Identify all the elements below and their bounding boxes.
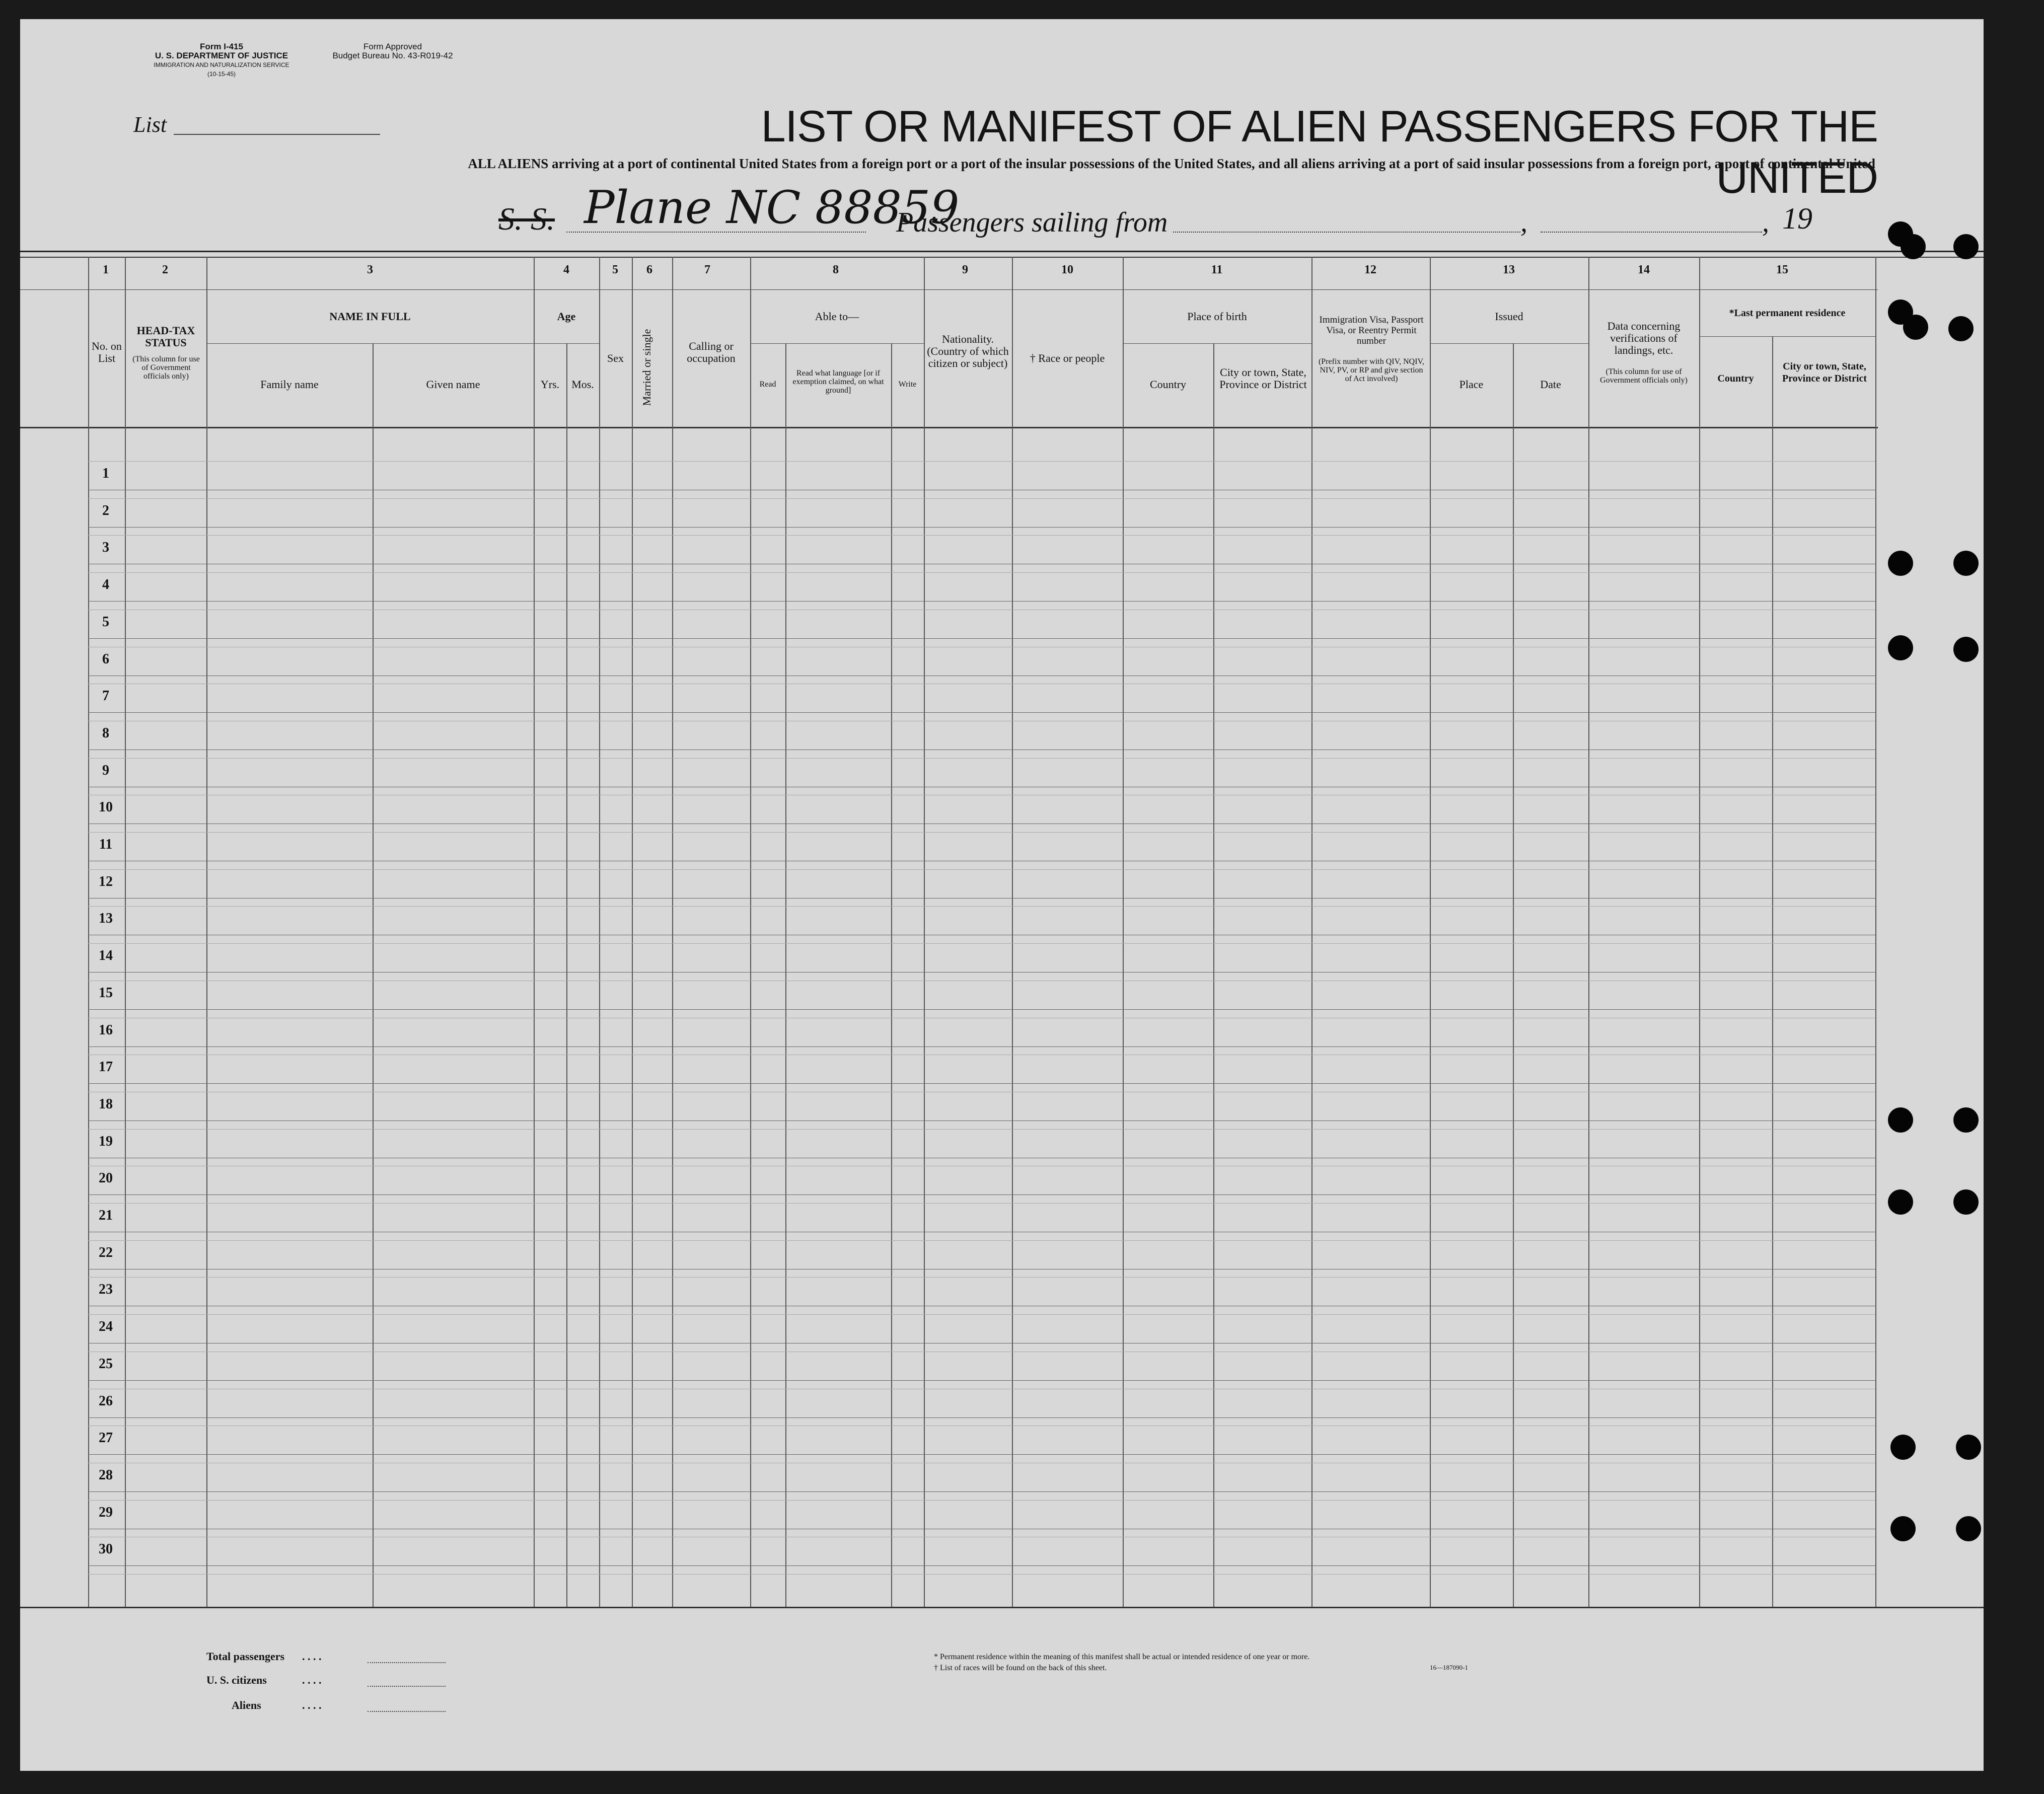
row-subrule [88, 1314, 1875, 1315]
row-number: 19 [99, 1134, 113, 1149]
header-mos: Mos. [571, 378, 594, 391]
header-residence-city: City or town, State, Province or District [1782, 361, 1867, 384]
punch-hole [1888, 635, 1913, 660]
row-subrule [88, 1240, 1875, 1241]
manifest-sheet [20, 19, 1984, 1771]
aliens-label: Aliens [232, 1699, 261, 1711]
row-number: 27 [99, 1430, 113, 1446]
punch-hole [1953, 637, 1979, 662]
row-number: 4 [102, 577, 109, 592]
department: U. S. DEPARTMENT OF JUSTICE [155, 51, 288, 60]
table-row[interactable] [88, 1194, 1875, 1195]
footnote-residence: * Permanent residence within the meaning of this manifest shall be actual or intended residence of one year or more. [934, 1653, 1310, 1661]
row-number: 7 [102, 688, 109, 704]
row-number: 24 [99, 1319, 113, 1334]
col-line [206, 257, 207, 1607]
form-id-block [106, 42, 337, 79]
header-read-language: Read what language [or if exemption claimed, on what ground] [792, 369, 884, 395]
col-number: 2 [162, 263, 168, 276]
col-line [924, 257, 925, 1607]
dot-leader: . . . . [302, 1650, 322, 1663]
row-number: 30 [99, 1541, 113, 1557]
form-number: Form I-415 [200, 42, 243, 51]
table-row[interactable] [88, 972, 1875, 973]
name-subrule [206, 343, 534, 344]
header-birth-country: Country [1149, 378, 1187, 391]
header-name-in-full: NAME IN FULL [329, 310, 411, 323]
col-line [1311, 257, 1312, 1607]
row-number: 17 [99, 1059, 113, 1075]
table-row[interactable] [88, 527, 1875, 528]
punch-hole [1956, 1516, 1981, 1541]
row-number: 12 [99, 874, 113, 889]
list-number-field[interactable] [174, 134, 380, 135]
header-bottom-rule [20, 427, 1878, 428]
header-data-concerning: Data concerning verifications of landings, etc. [1607, 320, 1681, 356]
header-given-name: Given name [426, 378, 480, 391]
aliens-field[interactable] [368, 1711, 446, 1712]
col-line [534, 257, 535, 1607]
list-label: List [133, 112, 167, 137]
table-row[interactable] [88, 1083, 1875, 1084]
row-subrule [88, 461, 1875, 462]
col-line [1588, 257, 1589, 1607]
header-married: Married or single [640, 329, 653, 406]
row-number: 16 [99, 1022, 113, 1038]
sailing-label: Passengers sailing from [896, 207, 1168, 238]
row-number: 20 [99, 1170, 113, 1186]
table-row[interactable] [88, 712, 1875, 713]
row-subrule [88, 869, 1875, 870]
header-data-note: (This column for use of Government officials only) [1600, 367, 1688, 385]
row-number: 22 [99, 1245, 113, 1260]
row-number: 25 [99, 1356, 113, 1372]
row-number: 3 [102, 540, 109, 555]
col-number: 9 [962, 263, 968, 276]
table-row[interactable] [88, 1380, 1875, 1381]
row-subrule [88, 1203, 1875, 1204]
table-top-rule [20, 251, 1984, 252]
table-row[interactable] [88, 898, 1875, 899]
col-number: 11 [1211, 263, 1223, 276]
row-number: 18 [99, 1096, 113, 1112]
vessel-handwritten: Plane NC 88859 [584, 181, 960, 234]
header-write: Write [898, 380, 917, 389]
total-passengers-field[interactable] [368, 1662, 446, 1663]
row-number: 9 [102, 763, 109, 778]
issued-subrule [1430, 343, 1588, 344]
punch-hole [1953, 551, 1979, 576]
col-number: 13 [1503, 263, 1515, 276]
comma-separator: , [1520, 207, 1527, 238]
col-line [672, 257, 673, 1607]
row-subrule [88, 1574, 1875, 1575]
header-age: Age [557, 310, 576, 323]
birth-subrule [1123, 343, 1311, 344]
row-number: 14 [99, 948, 113, 963]
header-issued-date: Date [1540, 378, 1561, 391]
header-no-on-list: No. on List [92, 340, 122, 364]
ss-label: S. S. [498, 201, 555, 237]
col-number: 5 [612, 263, 618, 276]
service: IMMIGRATION AND NATURALIZATION SERVICE [154, 61, 289, 68]
approved-label: Form Approved [363, 42, 422, 51]
header-visa: Immigration Visa, Passport Visa, or Reentry Permit number [1319, 315, 1424, 346]
row-number: 23 [99, 1282, 113, 1297]
punch-hole [1903, 315, 1928, 340]
budget-number: Budget Bureau No. 43-R019-42 [332, 51, 453, 60]
col-number: 7 [704, 263, 710, 276]
residence-subrule [1699, 336, 1875, 337]
header-last-residence: *Last permanent residence [1729, 308, 1846, 319]
col-line [1699, 257, 1700, 1607]
header-head-tax-note: (This column for use of Government officials only) [132, 355, 200, 381]
dot-leader: . . . . [302, 1674, 322, 1686]
row-number: 6 [102, 651, 109, 667]
footnote-races: † List of races will be found on the back of this sheet. [934, 1664, 1107, 1672]
punch-hole [1890, 1435, 1916, 1460]
col-line [750, 257, 751, 1607]
row-number: 10 [99, 799, 113, 815]
row-subrule [88, 1129, 1875, 1130]
row-subrule [88, 906, 1875, 907]
header-head-tax: HEAD-TAX STATUS [136, 324, 195, 349]
row-subrule [88, 832, 1875, 833]
col-line [1012, 257, 1013, 1607]
col-number: 8 [833, 263, 839, 276]
col-number: 15 [1776, 263, 1788, 276]
row-subrule [88, 535, 1875, 536]
col-line [1430, 257, 1431, 1607]
col-line [632, 257, 633, 1607]
header-able-to: Able to— [815, 310, 859, 323]
header-race: † Race or people [1030, 352, 1105, 364]
punch-hole [1890, 1516, 1916, 1541]
page-title: LIST OR MANIFEST OF ALIEN PASSENGERS FOR THE UNITED [761, 101, 1878, 202]
us-citizens-field[interactable] [368, 1686, 446, 1687]
col-number: 4 [563, 263, 569, 276]
header-visa-note: (Prefix number with QIV, NQIV, NIV, PV, or RP and give section of Act involved) [1318, 357, 1425, 383]
table-row[interactable] [88, 638, 1875, 639]
row-subrule [88, 1277, 1875, 1278]
row-number: 13 [99, 911, 113, 926]
row-number: 5 [102, 614, 109, 630]
header-issued-place: Place [1459, 378, 1484, 391]
table-row[interactable] [88, 1454, 1875, 1455]
punch-hole [1888, 1107, 1913, 1133]
dot-leader: . . . . [302, 1699, 322, 1711]
table-row[interactable] [88, 1046, 1875, 1047]
header-issued: Issued [1495, 310, 1523, 323]
table-row[interactable] [88, 1120, 1875, 1121]
row-number: 26 [99, 1393, 113, 1409]
header-sex: Sex [607, 352, 624, 364]
header-nationality: Nationality. (Country of which citizen or subject) [927, 333, 1009, 369]
form-date: (10-15-45) [207, 70, 236, 78]
print-code: 16—187090-1 [1430, 1664, 1468, 1671]
header-birth-city: City or town, State, Province or District [1219, 366, 1307, 391]
punch-hole [1948, 316, 1974, 341]
table-row[interactable] [88, 1417, 1875, 1418]
col-line [599, 257, 600, 1607]
row-number: 1 [102, 466, 109, 481]
punch-hole [1956, 1435, 1981, 1460]
approval-block [317, 42, 468, 60]
header-read: Read [759, 380, 776, 389]
punch-hole [1901, 234, 1926, 259]
header-yrs: Yrs. [540, 378, 560, 391]
punch-hole [1888, 1189, 1913, 1215]
row-subrule [88, 498, 1875, 499]
table-row[interactable] [88, 1491, 1875, 1492]
table-row[interactable] [88, 1009, 1875, 1010]
vessel-field-line[interactable] [566, 232, 866, 233]
sailing-date-field[interactable] [1541, 232, 1762, 233]
header-calling: Calling or occupation [687, 340, 736, 364]
col-number: 10 [1061, 263, 1073, 276]
col-number: 12 [1364, 263, 1376, 276]
sailing-port-field[interactable] [1173, 232, 1520, 233]
table-bottom-rule [20, 1607, 1984, 1608]
col-line [1875, 257, 1876, 1607]
row-number: 2 [102, 503, 109, 518]
col-number: 6 [646, 263, 652, 276]
col-number: 1 [103, 263, 109, 276]
row-number: 21 [99, 1208, 113, 1223]
col-number: 14 [1638, 263, 1650, 276]
able-subrule [750, 343, 924, 344]
row-number: 8 [102, 725, 109, 741]
row-subrule [88, 943, 1875, 944]
table-row[interactable] [88, 1565, 1875, 1566]
table-top-rule-2 [20, 257, 1984, 258]
row-number: 15 [99, 985, 113, 1001]
col-line [125, 257, 126, 1607]
row-number: 29 [99, 1505, 113, 1520]
punch-hole [1953, 1107, 1979, 1133]
row-subrule [88, 1500, 1875, 1501]
header-residence-country: Country [1717, 373, 1754, 384]
table-row[interactable] [88, 601, 1875, 602]
punch-hole [1953, 1189, 1979, 1215]
us-citizens-label: U. S. citizens [206, 1674, 267, 1686]
row-number: 11 [99, 837, 113, 852]
row-subrule [88, 572, 1875, 573]
header-place-of-birth: Place of birth [1187, 310, 1247, 323]
col-number: 3 [367, 263, 373, 276]
comma-separator: , [1762, 207, 1769, 238]
page-subtitle: ALL ALIENS arriving at a port of continental United States from a foreign port or a port of the insular possessions of the United States, and all aliens arriving at a port of said insular possessions from a foreign port, a port of continental United [468, 156, 1875, 171]
punch-hole [1888, 551, 1913, 576]
total-passengers-label: Total passengers [206, 1650, 285, 1663]
punch-hole [1953, 234, 1979, 259]
row-number: 28 [99, 1467, 113, 1483]
row-subrule [88, 758, 1875, 759]
colnum-rule [20, 289, 1878, 290]
year-prefix: 19 [1782, 202, 1812, 235]
col-line [1123, 257, 1124, 1607]
header-family-name: Family name [260, 378, 319, 391]
